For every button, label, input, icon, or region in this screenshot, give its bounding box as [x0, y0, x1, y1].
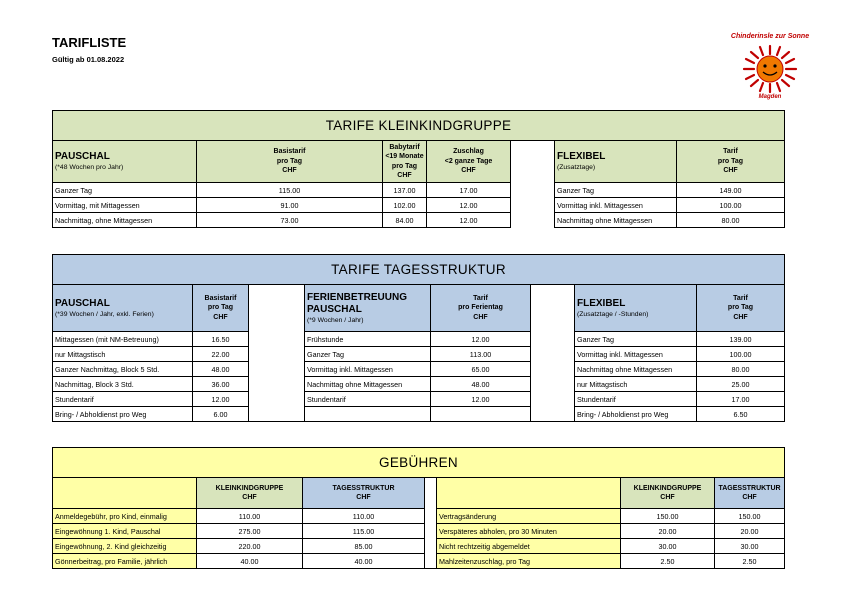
logo-location: Magden [758, 94, 782, 100]
col-tagesstruktur: TAGESSTRUKTUR CHF [303, 478, 425, 509]
table-kleinkindgruppe [52, 110, 785, 228]
col-basistarif: Basistarif pro Tag CHF [197, 141, 383, 183]
table-row: Eingewöhnung, 2. Kind gleichzeitig 220.00 85.00 Nicht rechtzeitig abgemeldet 30.00 30.00 [53, 539, 785, 554]
table-row: Nachmittag, ohne Mittagessen 73.00 84.00 12.00 Nachmittag ohne Mittagessen 80.00 [53, 213, 785, 228]
table-row: Anmeldegebühr, pro Kind, einmalig 110.00 110.00 Vertragsänderung 150.00 150.00 [53, 509, 785, 524]
table-row: Vormittag, mit Mittagessen 91.00 102.00 12.00 Vormittag inkl. Mittagessen 100.00 [53, 198, 785, 213]
ferien-header: FERIENBETREUUNG PAUSCHAL (*9 Wochen / Jahr) [305, 285, 431, 332]
table-row: Ganzer Nachmittag, Block 5 Std. 48.00 Vormittag inkl. Mittagessen 65.00 Nachmittag ohne Mittagessen 80.00 [53, 362, 785, 377]
col-flex-tarif: Tarif pro Tag CHF [697, 285, 785, 332]
table-tagesstruktur [52, 254, 785, 422]
column-gap [511, 141, 555, 183]
table-gebuehren [52, 447, 785, 569]
table-row: Gönnerbeitrag, pro Familie, jährlich 40.00 40.00 Mahlzeitenzuschlag, pro Tag 2.50 2.50 [53, 554, 785, 569]
col-flex-tarif: Tarif pro Tag CHF [677, 141, 785, 183]
col-ferien-tarif: Tarif pro Ferientag CHF [431, 285, 531, 332]
col-zuschlag: Zuschlag <2 ganze Tage CHF [427, 141, 511, 183]
column-gap [531, 285, 575, 332]
section-title-gebuehren: GEBÜHREN [53, 448, 785, 478]
table-row: Bring- / Abholdienst pro Weg 6.00 Bring- / Abholdienst pro Weg 6.50 [53, 407, 785, 422]
section-title-kleinkindgruppe: TARIFE KLEINKINDGRUPPE [53, 111, 785, 141]
table-row: Mittagessen (mit NM-Betreuung) 16.50 Frühstunde 12.00 Ganzer Tag 139.00 [53, 332, 785, 347]
table-row: Ganzer Tag 115.00 137.00 17.00 Ganzer Tag 149.00 [53, 183, 785, 198]
col-tagesstruktur: TAGESSTRUKTUR CHF [715, 478, 785, 509]
pauschal-header: PAUSCHAL (*39 Wochen / Jahr, exkl. Ferien) [53, 285, 193, 332]
section-title-tagesstruktur: TARIFE TAGESSTRUKTUR [53, 255, 785, 285]
flexibel-header: FLEXIBEL (Zusatztage / -Stunden) [575, 285, 697, 332]
col-basistarif: Basistarif pro Tag CHF [193, 285, 249, 332]
column-gap [425, 478, 437, 509]
col-kleinkindgruppe: KLEINKINDGRUPPE CHF [197, 478, 303, 509]
page-title: TARIFLISTE [52, 35, 127, 50]
column-gap [249, 285, 305, 332]
pauschal-header: PAUSCHAL (*48 Wochen pro Jahr) [53, 141, 197, 183]
flexibel-header: FLEXIBEL (Zusatztage) [555, 141, 677, 183]
sun-face-icon [738, 44, 802, 94]
table-row: Nachmittag, Block 3 Std. 36.00 Nachmittag ohne Mittagessen 48.00 nur Mittagstisch 25.00 [53, 377, 785, 392]
table-row: nur Mittagstisch 22.00 Ganzer Tag 113.00 Vormittag inkl. Mittagessen 100.00 [53, 347, 785, 362]
logo-name: Chinderinsle zur Sonne [730, 33, 810, 40]
valid-from-date: Gültig ab 01.08.2022 [52, 55, 125, 64]
table-row: Eingewöhnung 1. Kind, Pauschal 275.00 115.00 Verspäteres abholen, pro 30 Minuten 20.00 20.00 [53, 524, 785, 539]
table-row: Stundentarif 12.00 Stundentarif 12.00 Stundentarif 17.00 [53, 392, 785, 407]
col-kleinkindgruppe: KLEINKINDGRUPPE CHF [621, 478, 715, 509]
col-babytarif: Babytarif <19 Monate pro Tag CHF [383, 141, 427, 183]
